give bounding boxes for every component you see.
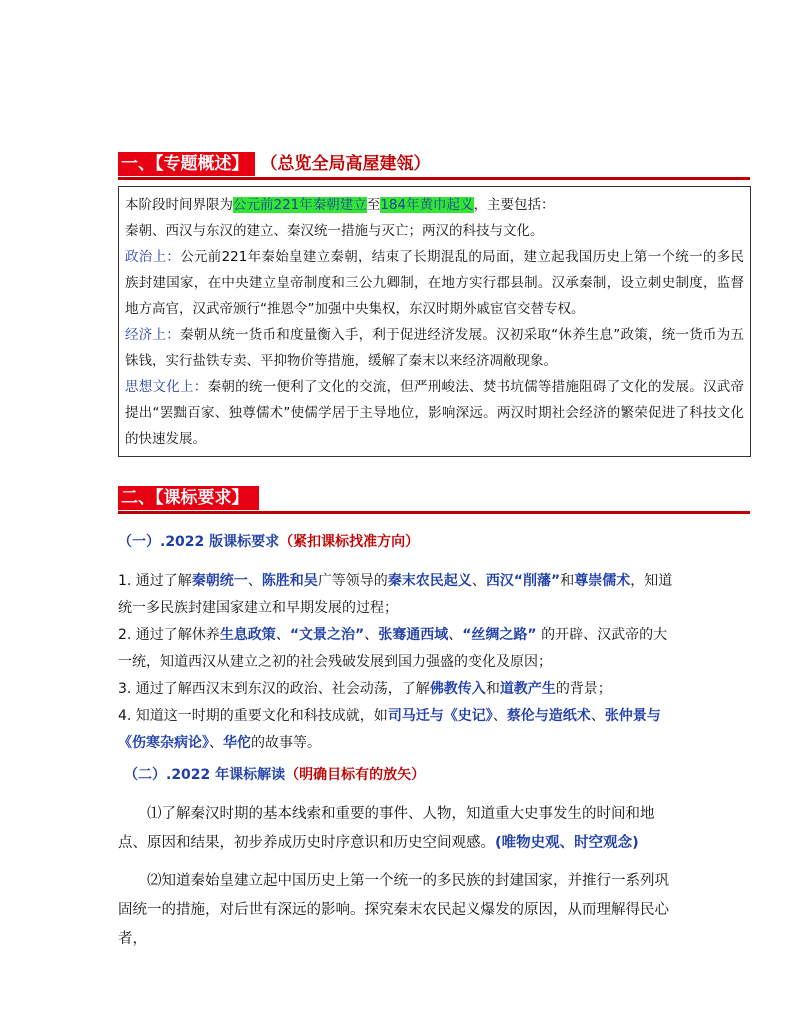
- req-keyword: 张骞通西域: [378, 627, 449, 643]
- req-text: 和: [560, 573, 575, 589]
- req-keyword: 生息政策: [219, 627, 276, 643]
- req-text: 、: [364, 627, 379, 643]
- req-text: 广等领导的: [317, 573, 388, 589]
- requirements-heading-note: （紧扣课标找准方向）: [279, 534, 420, 550]
- section1-title: 【专题概述】: [155, 154, 249, 174]
- req-keyword: “文景之治”: [289, 627, 365, 643]
- interpretation-paragraph-1: [118, 800, 678, 858]
- section1-heading: [118, 152, 750, 180]
- section2-heading: [118, 486, 750, 514]
- list-item: [118, 703, 678, 757]
- req-keyword: “丝绸之路”: [462, 627, 537, 643]
- requirements-heading-main: （一）.2022 版课标要求: [118, 534, 280, 550]
- overview-text: ，主要包括：: [473, 197, 555, 213]
- req-keyword: 陈胜和吴: [261, 573, 318, 589]
- req-text: 、: [275, 627, 290, 643]
- req-text: 4. 知道这一时期的重要文化和科技成就，如: [118, 708, 388, 724]
- req-keyword: 西汉“削藩”: [485, 573, 561, 589]
- overview-culture: [125, 374, 744, 452]
- politics-text: 公元前221年秦始皇建立秦朝，结束了长期混乱的局面，建立起我国历史上第一个统一的多民族封建国家，在中央建立皇帝制度和三公九卿制，在地方实行郡县制。汉承秦制，设立刺史制度，监督地方高官，汉武帝颁行“推恩令”加强中央集权，东汉时期外戚宦官交替专权。: [125, 249, 744, 317]
- req-text: 和: [485, 681, 500, 697]
- req-text: 的背景；: [555, 681, 612, 697]
- culture-label: 思想文化上：: [125, 379, 208, 395]
- req-keyword: 司马迁与《史记》: [387, 708, 493, 724]
- overview-scope: 秦朝、西汉与东汉的建立、秦汉统一措施与灭亡；两汉的科技与文化。: [125, 223, 544, 239]
- interpretation-heading-note: （明确目标有的放矢）: [285, 767, 426, 783]
- curriculum-interpretation-heading: [124, 763, 425, 787]
- req-keyword: 蔡伦与造纸术: [506, 708, 591, 724]
- section2-title: 【课标要求】: [155, 488, 249, 508]
- req-keyword: 华佗: [223, 735, 251, 751]
- req-keyword: 张仲景与《伤寒杂病论》: [118, 708, 661, 751]
- list-item: [118, 622, 678, 676]
- req-text: 3. 通过了解西汉末到东汉的政治、社会动荡，了解: [118, 681, 430, 697]
- interpretation-body: [118, 800, 678, 954]
- section1-subtitle: （总览全局高屋建瓴）: [260, 154, 431, 174]
- req-text: 、: [590, 708, 605, 724]
- section1-number: 一、: [121, 154, 155, 174]
- overview-economy: [125, 322, 744, 374]
- culture-text: 秦朝的统一便利了文化的交流，但严刑峻法、焚书坑儒等措施阻碍了文化的发展。汉武帝提出“罢黜百家、独尊儒术”使儒学居于主导地位，影响深远。两汉时期社会经济的繁荣促进了科技文化的快速发展。: [125, 379, 745, 447]
- curriculum-requirements-heading: [118, 530, 419, 554]
- req-keyword: 尊崇儒术: [574, 573, 631, 589]
- overview-box: [118, 186, 751, 457]
- req-text: 、: [448, 627, 463, 643]
- politics-label: 政治上：: [125, 249, 181, 265]
- req-text: 1. 通过了解: [118, 573, 192, 589]
- req-keyword: 秦末农民起义: [387, 573, 472, 589]
- section2-number: 二、: [121, 488, 155, 508]
- req-keyword: 佛教传入: [429, 681, 486, 697]
- req-text: 的故事等。: [251, 735, 321, 751]
- interpretation-heading-main: （二）.2022 年课标解读: [124, 767, 286, 783]
- interpretation-paragraph-2: ⑵知道秦始皇建立起中国历史上第一个统一的多民族的封建国家，并推行一系列巩固统一的措施，对后世有深远的影响。探究秦末农民起义爆发的原因，从而理解得民心者，: [118, 873, 669, 947]
- economy-label: 经济上：: [125, 327, 180, 343]
- overview-intro: [125, 192, 744, 218]
- req-text: 、: [492, 708, 507, 724]
- overview-text: 本阶段时间界限为: [125, 197, 233, 213]
- req-text: 2. 通过了解休养: [118, 627, 220, 643]
- highlight-end-date: 184年黄巾起义: [380, 197, 474, 213]
- list-item: [118, 676, 678, 703]
- overview-politics: [125, 244, 744, 322]
- req-text: 、: [209, 735, 223, 751]
- section1-title-bar: [118, 152, 255, 176]
- req-text: 、: [471, 573, 486, 589]
- overview-text: 至: [366, 197, 381, 213]
- req-text: 的开辟、汉武帝的大一统，知道西汉从建立之初的社会残破发展到国力强盛的变化及原因；: [118, 627, 668, 670]
- req-text: ，知道统一多民族封建国家建立和早期发展的过程；: [118, 573, 673, 616]
- literacy-tag: (唯物史观、时空观念): [495, 835, 639, 851]
- section2-title-bar: [118, 486, 259, 510]
- highlight-start-date: 公元前221年秦朝建立: [233, 197, 367, 213]
- req-keyword: 秦朝统一: [191, 573, 248, 589]
- list-item: [118, 568, 678, 622]
- req-keyword: 道教产生: [499, 681, 556, 697]
- requirements-list: [118, 568, 678, 757]
- economy-text: 秦朝从统一货币和度量衡入手，利于促进经济发展。汉初采取“休养生息”政策，统一货币为五铢钱，实行盐铁专卖、平抑物价等措施，缓解了秦末以来经济凋敝现象。: [125, 327, 744, 369]
- req-text: 、: [247, 573, 262, 589]
- interp-text: ⑴了解秦汉时期的基本线索和重要的事件、人物，知道重大史事发生的时间和地点、原因和结果，初步养成历史时序意识和历史空间观感。: [118, 806, 655, 851]
